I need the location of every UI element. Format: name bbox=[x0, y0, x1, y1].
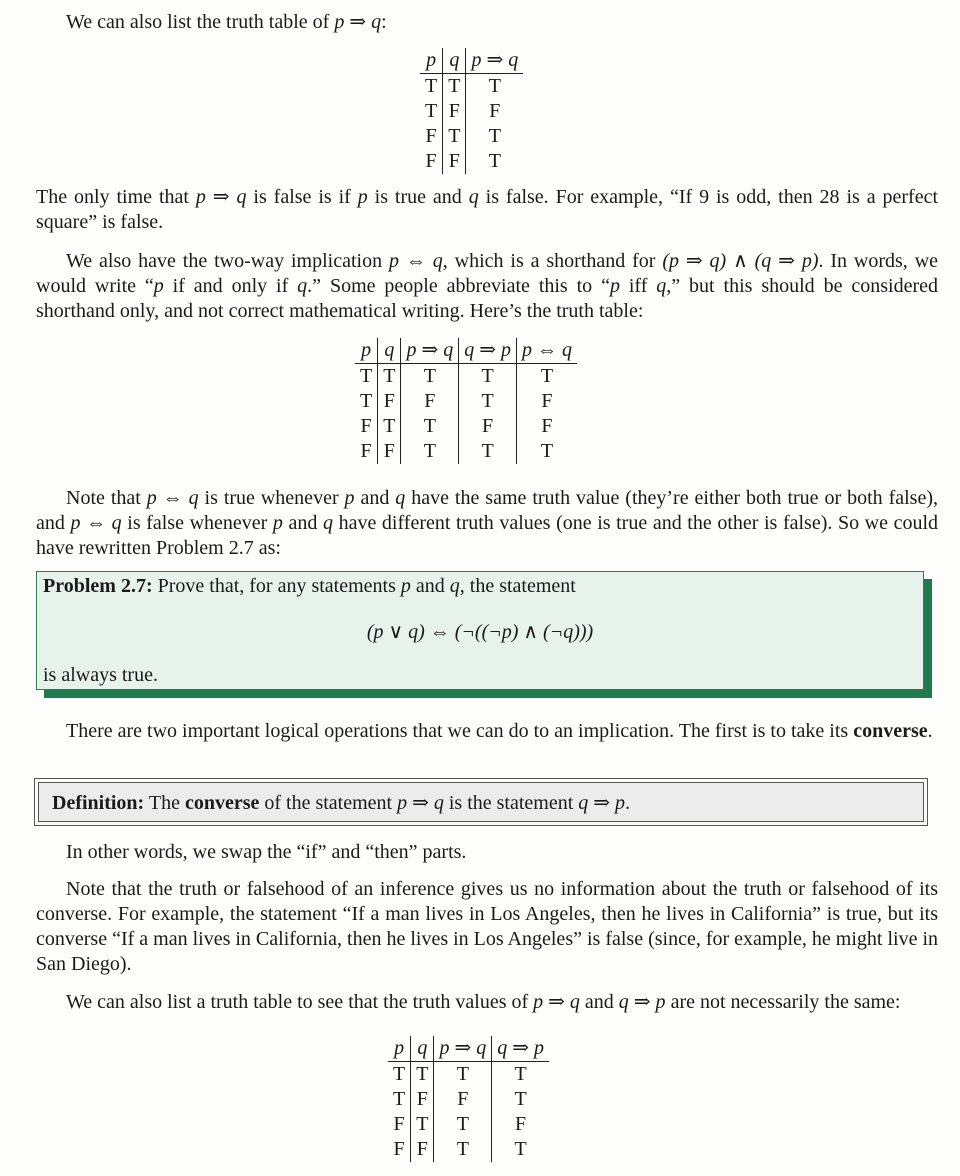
math-expr: p ⇒ q bbox=[334, 11, 382, 33]
definition-text: Definition: The converse of the statement p ⇒ q is the statement q ⇒ p. bbox=[52, 792, 631, 814]
table-header-cell: q bbox=[411, 1036, 434, 1062]
table-cell: F bbox=[515, 1113, 527, 1135]
problem-ending: is always true. bbox=[43, 664, 158, 686]
truth-table-1 bbox=[420, 48, 523, 174]
table-row bbox=[355, 414, 577, 439]
table-cell: F bbox=[420, 149, 443, 174]
table-cell: T bbox=[540, 365, 554, 387]
table-cell: F bbox=[378, 439, 401, 464]
table-row bbox=[388, 1087, 549, 1112]
table-cell: F bbox=[420, 124, 443, 149]
table-cell: F bbox=[411, 1137, 434, 1162]
table-cell: T bbox=[420, 74, 443, 100]
table-cell: T bbox=[514, 1138, 527, 1160]
table-header-cell: p bbox=[420, 48, 443, 74]
table-header-cell: p bbox=[355, 338, 378, 364]
table-cell: F bbox=[434, 1087, 492, 1112]
table-cell: T bbox=[420, 99, 443, 124]
table-cell: T bbox=[488, 75, 501, 97]
table-cell: T bbox=[401, 364, 459, 390]
table-cell: F bbox=[388, 1112, 411, 1137]
paragraph-converse-intro: There are two important logical operations that we can do to an implication. The first is to take its converse. bbox=[66, 720, 933, 742]
table-cell: T bbox=[378, 364, 401, 390]
table-cell: T bbox=[514, 1088, 527, 1110]
table-row bbox=[388, 1112, 549, 1137]
table-cell: T bbox=[514, 1063, 527, 1085]
table-row bbox=[388, 1137, 549, 1162]
table-cell: T bbox=[540, 440, 554, 462]
problem-formula: (p ∨ q) ⇔ (¬((¬p) ∧ (¬q))) bbox=[366, 621, 594, 643]
table-cell: F bbox=[378, 389, 401, 414]
table-header-cell: p bbox=[388, 1036, 411, 1062]
table-cell: T bbox=[388, 1062, 411, 1088]
table-row bbox=[420, 149, 523, 174]
table-header-cell: p ⇔ q bbox=[516, 338, 577, 364]
table-header-row bbox=[420, 48, 523, 74]
problem-label: Problem 2.7: bbox=[43, 575, 153, 597]
table-cell: F bbox=[443, 99, 466, 124]
table-cell: F bbox=[355, 414, 378, 439]
table-cell: T bbox=[459, 364, 517, 390]
truth-table-3 bbox=[388, 1036, 549, 1162]
table-row bbox=[355, 389, 577, 414]
table-cell: T bbox=[355, 389, 378, 414]
paragraph-converse-example: Note that the truth or falsehood of an inference gives us no information about the truth or falsehood of its converse. For example, the statement “If a man lives in Los Angeles, then he lives in California” is true, but its converse “If a man lives in California, then he lives in Los Angeles” is false (since, for example, he might live in San Diego). bbox=[36, 878, 938, 975]
table-cell: F bbox=[401, 389, 459, 414]
table-cell: T bbox=[401, 439, 459, 464]
table-cell: F bbox=[459, 414, 517, 439]
problem-box bbox=[36, 571, 924, 690]
table-cell: F bbox=[411, 1087, 434, 1112]
paragraph-swap: In other words, we swap the “if” and “then” parts. bbox=[66, 841, 467, 863]
table-row bbox=[420, 74, 523, 100]
table-cell: T bbox=[459, 389, 517, 414]
table-header-cell: q bbox=[443, 48, 466, 74]
table-cell: T bbox=[378, 414, 401, 439]
table-header-cell: p ⇒ q bbox=[401, 338, 459, 364]
table-cell: F bbox=[541, 415, 553, 437]
table-cell: T bbox=[434, 1062, 492, 1088]
table-header-cell: q ⇒ p bbox=[459, 338, 517, 364]
table-row bbox=[420, 99, 523, 124]
intro-paragraph: We can also list the truth table of p ⇒ q: bbox=[66, 11, 387, 33]
problem-statement: Problem 2.7: Prove that, for any statements p and q, the statement bbox=[43, 575, 576, 597]
table-cell: T bbox=[443, 74, 466, 100]
table-cell: T bbox=[434, 1112, 492, 1137]
table-header-cell: q ⇒ p bbox=[492, 1036, 549, 1062]
definition-label: Definition: bbox=[52, 792, 145, 814]
table-cell: T bbox=[459, 439, 517, 464]
table-header-row bbox=[355, 338, 577, 364]
table-header-cell: q bbox=[378, 338, 401, 364]
table-cell: T bbox=[443, 124, 466, 149]
table-cell: T bbox=[434, 1137, 492, 1162]
definition-box bbox=[34, 778, 928, 826]
table-cell: T bbox=[355, 364, 378, 390]
truth-table-2 bbox=[355, 338, 577, 464]
table-header-cell: p ⇒ q bbox=[466, 48, 523, 74]
table-row bbox=[388, 1062, 549, 1088]
table-cell: F bbox=[489, 100, 501, 122]
table-cell: F bbox=[388, 1137, 411, 1162]
table-row bbox=[355, 439, 577, 464]
table-row bbox=[420, 124, 523, 149]
table-cell: T bbox=[411, 1112, 434, 1137]
table-cell: T bbox=[488, 150, 501, 172]
table-cell: F bbox=[443, 149, 466, 174]
table-header-cell: p ⇒ q bbox=[434, 1036, 492, 1062]
table-cell: T bbox=[388, 1087, 411, 1112]
table-cell: T bbox=[488, 125, 501, 147]
paragraph-table-intro: We can also list a truth table to see that the truth values of p ⇒ q and q ⇒ p are not necessarily the same: bbox=[66, 991, 901, 1013]
paragraph-note: Note that p ⇔ q is true whenever p and q have the same truth value (they’re either both true or both false), and p ⇔ q is false whenever p and q have different truth values (one is true and the other is false). So we could have rewritten Problem 2.7 as: bbox=[36, 487, 939, 559]
table-cell: F bbox=[355, 439, 378, 464]
paragraph-biconditional: We also have the two-way implication p ⇔ q, which is a shorthand for (p ⇒ q) ∧ (q ⇒ p). In words, we would write “p if and only if q.” Some people abbreviate this to “p iff q,” but this should be considered shorthand only, and not correct mathematical writing. Here’s the truth table: bbox=[36, 250, 939, 322]
table-header-row bbox=[388, 1036, 549, 1062]
paragraph-false-case: The only time that p ⇒ q is false is if p is true and q is false. For example, “If 9 is odd, then 28 is a perfect square” is false. bbox=[36, 186, 939, 233]
table-cell: T bbox=[411, 1062, 434, 1088]
table-cell: T bbox=[401, 414, 459, 439]
table-row bbox=[355, 364, 577, 390]
table-cell: F bbox=[541, 390, 553, 412]
